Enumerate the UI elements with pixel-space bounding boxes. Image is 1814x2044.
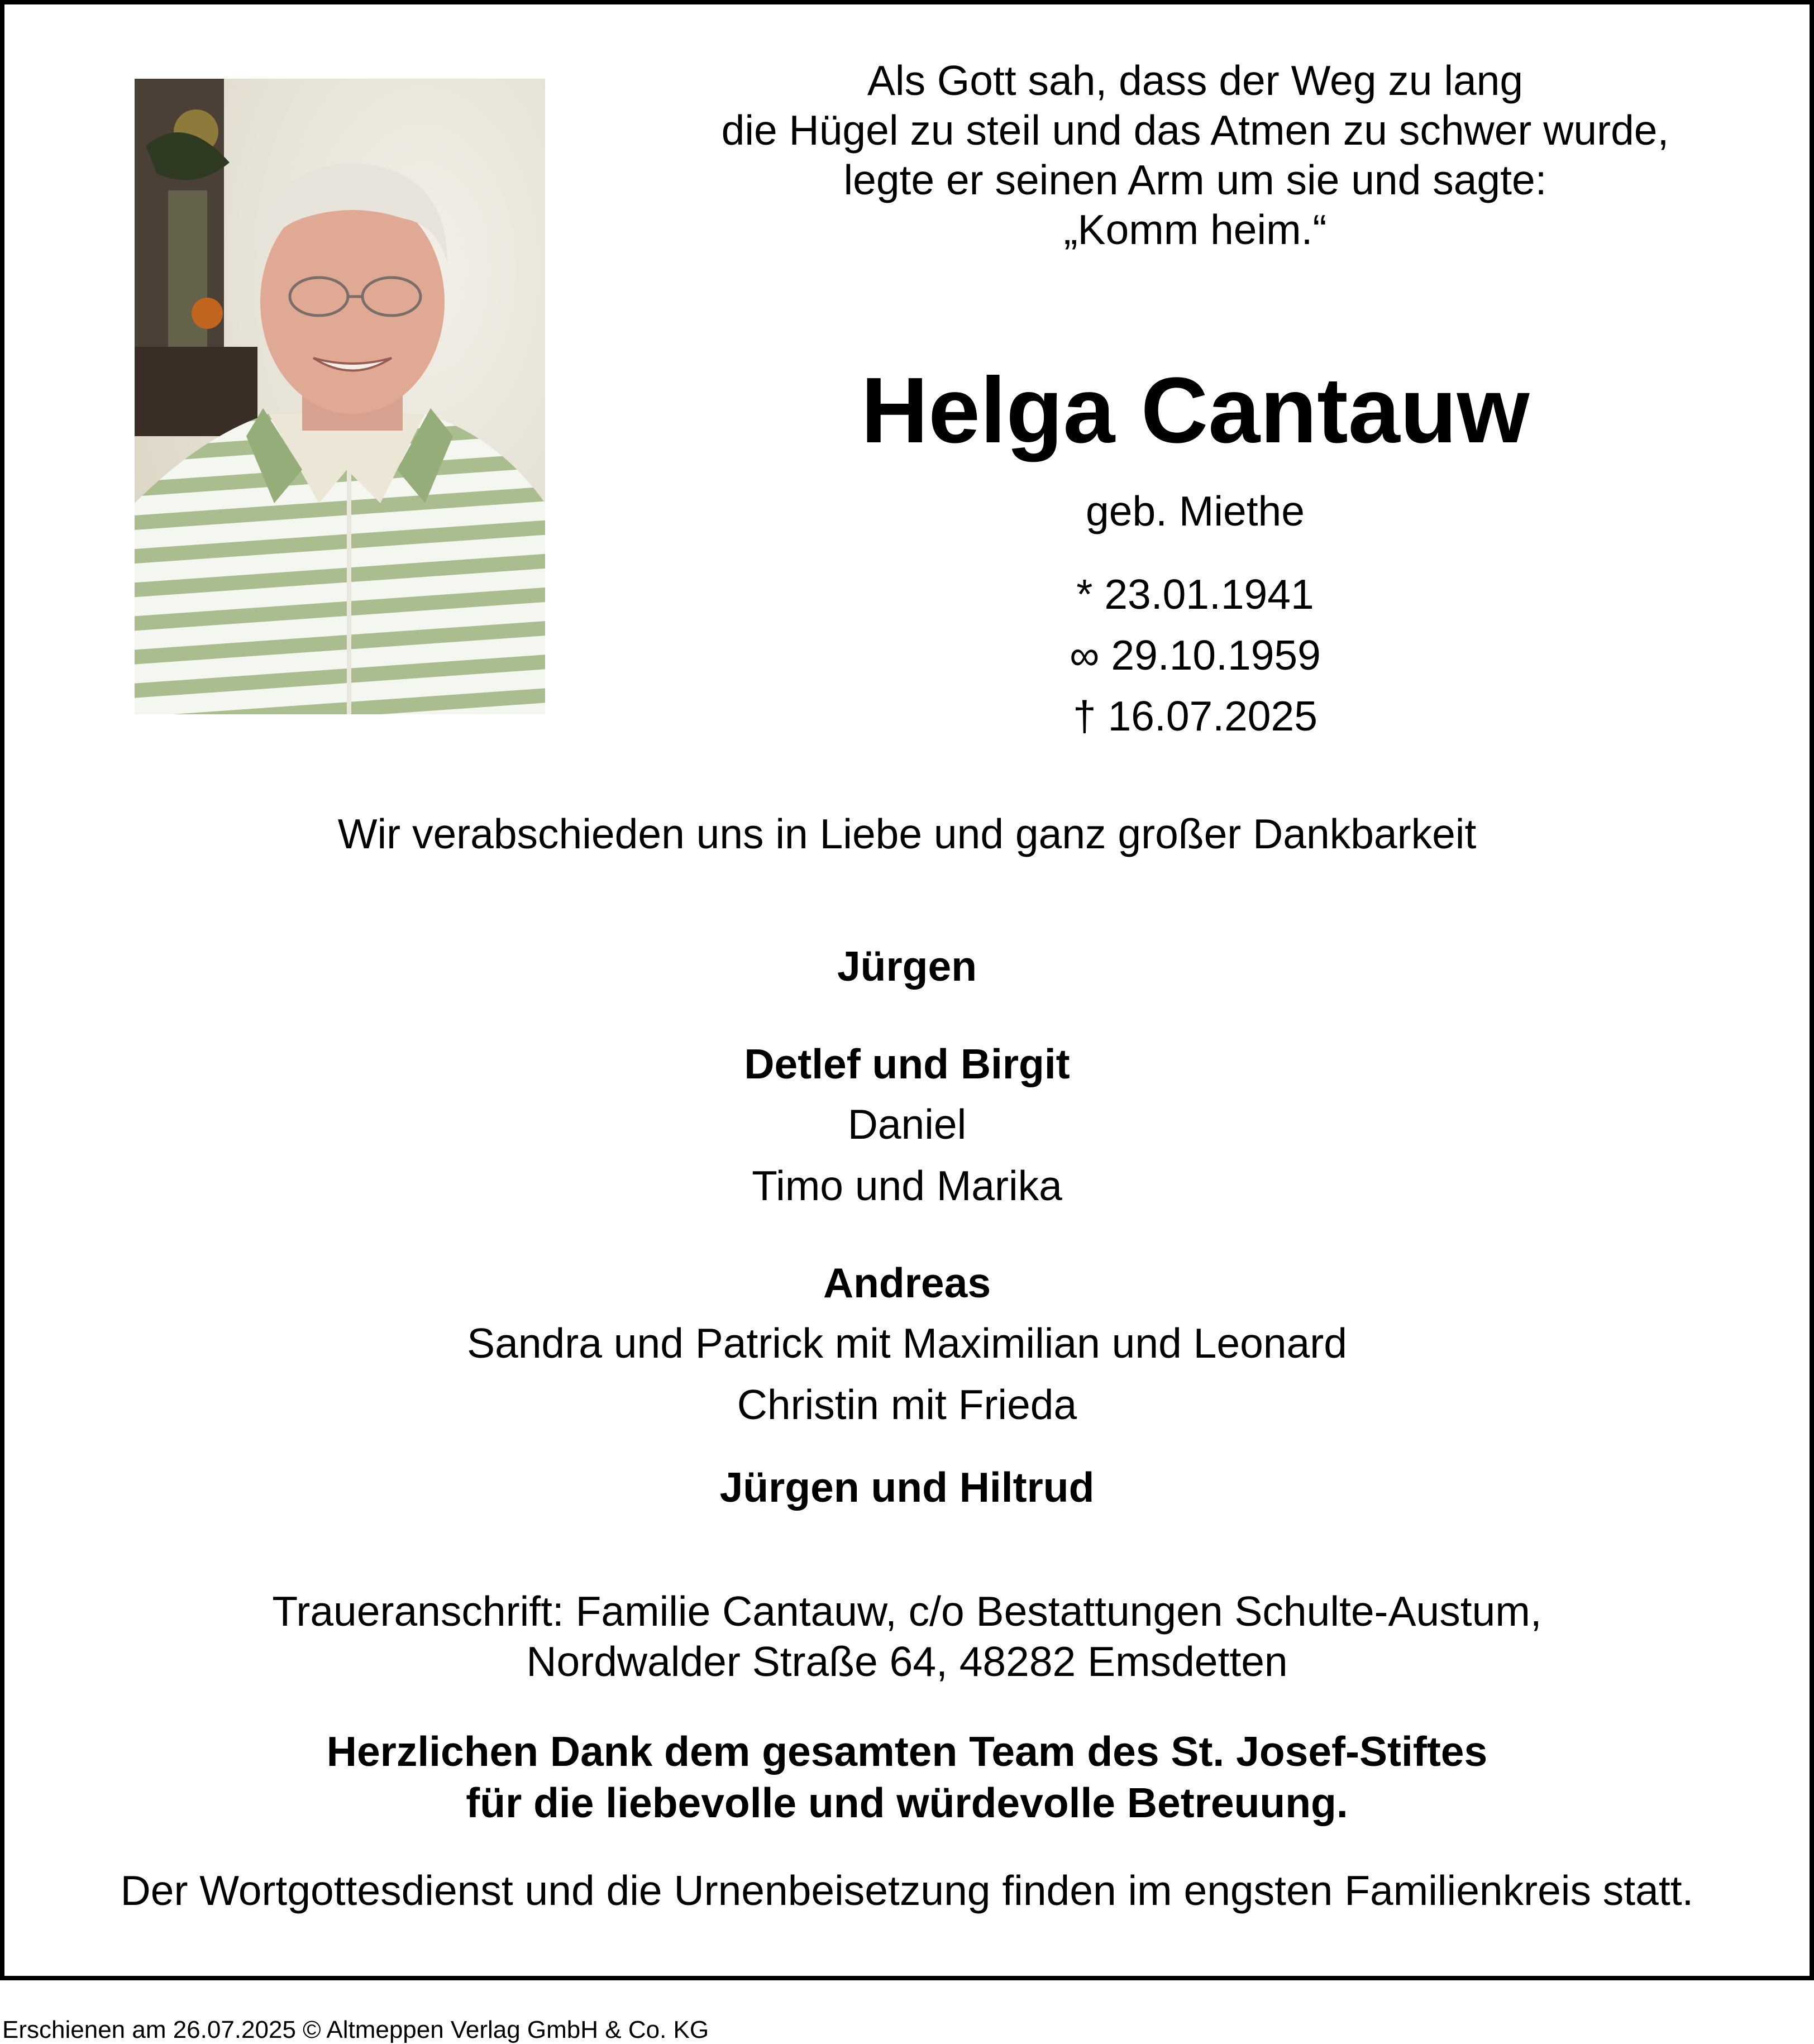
- marriage-date: ∞ 29.10.1959: [1070, 632, 1321, 679]
- portrait-photo: [135, 79, 545, 714]
- life-dates: [916, 564, 1474, 747]
- service-note: Der Wortgottesdienst und die Urnenbeisetzung finden im engsten Familienkreis statt.: [120, 1867, 1694, 1914]
- address-line-1: Traueranschrift: Familie Cantauw, c/o Bestattungen Schulte-Austum,: [272, 1588, 1542, 1635]
- maiden-name: geb. Miethe: [1086, 488, 1305, 534]
- poem-line-1: Als Gott sah, dass der Weg zu lang: [867, 57, 1524, 104]
- thanks-note: [0, 1726, 1814, 1828]
- thanks-line-2: für die liebevolle und würdevolle Betreuung.: [466, 1779, 1348, 1826]
- farewell-text: Wir verabschieden uns in Liebe und ganz großer Dankbarkeit: [337, 810, 1477, 857]
- poem-line-3: legte er seinen Arm um sie und sagte:: [843, 156, 1547, 203]
- portrait-image: [135, 79, 545, 714]
- death-date: † 16.07.2025: [1073, 693, 1317, 739]
- mourner-daniel: Daniel: [847, 1101, 967, 1148]
- mourner-sandra-patrick: Sandra und Patrick mit Maximilian und Leonard: [467, 1320, 1347, 1367]
- thanks-line-1: Herzlichen Dank dem gesamten Team des St. Josef-Stiftes: [326, 1728, 1488, 1775]
- mourner-juergen-hiltrud: Jürgen und Hiltrud: [719, 1464, 1095, 1511]
- publication-credit: Erschienen am 26.07.2025 © Altmeppen Verlag GmbH & Co. KG: [2, 2016, 709, 2043]
- poem-line-4: „Komm heim.“: [1063, 206, 1327, 253]
- poem: [637, 56, 1754, 255]
- mourning-address: [0, 1586, 1814, 1687]
- mourner-andreas: Andreas: [823, 1259, 991, 1306]
- mourner-christin: Christin mit Frieda: [737, 1381, 1077, 1428]
- mourner-detlef-birgit: Detlef und Birgit: [744, 1040, 1070, 1087]
- mourner-juergen: Jürgen: [837, 943, 977, 990]
- poem-line-2: die Hügel zu steil und das Atmen zu schwer wurde,: [721, 107, 1669, 154]
- address-line-2: Nordwalder Straße 64, 48282 Emsdetten: [526, 1638, 1288, 1685]
- deceased-name: Helga Cantauw: [861, 359, 1530, 462]
- birth-date: * 23.01.1941: [1076, 571, 1314, 618]
- mourner-timo-marika: Timo und Marika: [752, 1162, 1062, 1209]
